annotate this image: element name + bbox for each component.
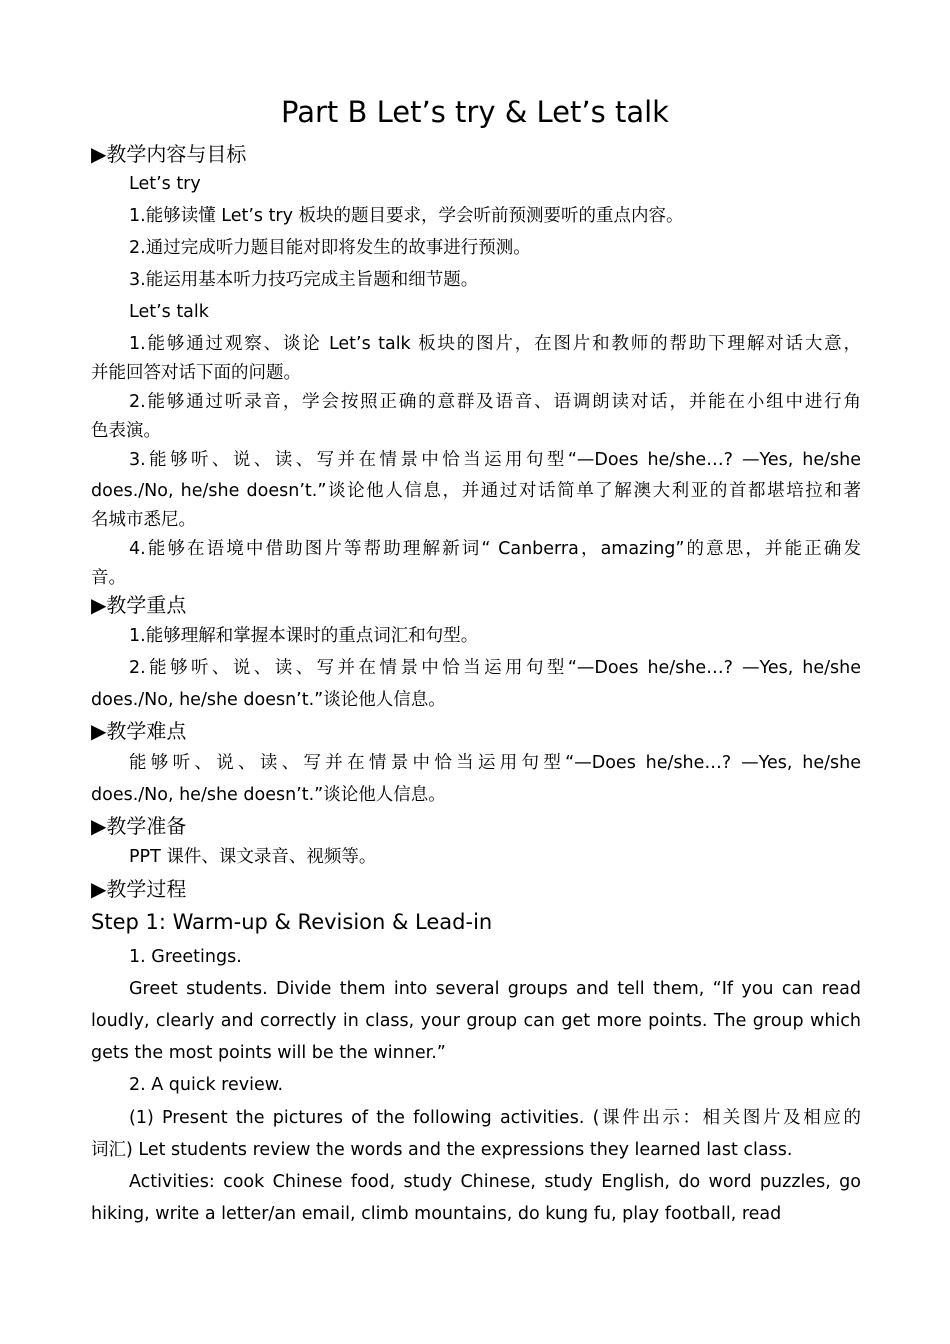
section-process-heading: ▶教学过程: [91, 877, 187, 901]
section-difficulties-heading: ▶教学难点: [91, 719, 187, 743]
lets-try-item: 3.能运用基本听力技巧完成主旨题和细节题。: [129, 270, 479, 290]
greetings-line: gets the most points will be the winner.”: [91, 1043, 446, 1063]
lets-talk-item-line: 色表演。: [91, 421, 161, 441]
difficulty-line: 能够听、说、读、写并在情景中恰当运用句型“—Does he/she…? —Yes, he/she: [129, 753, 861, 773]
step-1-title: Step 1: Warm-up & Revision & Lead-in: [91, 910, 493, 934]
key-point-line: 1.能够理解和掌握本课时的重点词汇和句型。: [129, 626, 479, 646]
review-label: 2. A quick review.: [129, 1075, 284, 1095]
difficulty-line: does./No, he/she doesn’t.”谈论他人信息。: [91, 785, 446, 805]
page-title: Part B Let’s try & Let’s talk: [281, 95, 669, 129]
greetings-line: loudly, clearly and correctly in class, your group can get more points. The group which: [91, 1011, 861, 1031]
lets-try-label: Let’s try: [129, 174, 201, 194]
key-point-line: 2.能够听、说、读、写并在情景中恰当运用句型“—Does he/she…? —Yes, he/she: [129, 658, 861, 678]
activities-line: Activities: cook Chinese food, study Chinese, study English, do word puzzles, go: [129, 1172, 861, 1192]
lets-talk-item-line: 3.能够听、说、读、写并在情景中恰当运用句型“—Does he/she…? —Yes, he/she: [129, 450, 861, 470]
lets-talk-item-line: 名城市悉尼。: [91, 510, 196, 530]
activities-line: hiking, write a letter/an email, climb mountains, do kung fu, play football, read: [91, 1204, 782, 1224]
lets-talk-item-line: 1.能够通过观察、谈论 Let’s talk 板块的图片，在图片和教师的帮助下理解对话大意，: [129, 334, 861, 354]
lets-talk-item-line: 4.能够在语境中借助图片等帮助理解新词“ Canberra，amazing”的意思，并能正确发: [129, 539, 861, 559]
greetings-line: Greet students. Divide them into several groups and tell them, “If you can read: [129, 979, 861, 999]
lets-talk-item-line: 2.能够通过听录音，学会按照正确的意群及语音、语调朗读对话，并能在小组中进行角: [129, 392, 861, 412]
review-line: (1) Present the pictures of the following activities. (课件出示：相关图片及相应的: [129, 1108, 861, 1128]
key-point-line: does./No, he/she doesn’t.”谈论他人信息。: [91, 690, 446, 710]
section-objectives-heading: ▶教学内容与目标: [91, 142, 247, 166]
section-key-points-heading: ▶教学重点: [91, 593, 187, 617]
lets-talk-item-line: 并能回答对话下面的问题。: [91, 363, 301, 383]
lets-talk-label: Let’s talk: [129, 302, 209, 322]
preparation-line: PPT 课件、课文录音、视频等。: [129, 847, 377, 867]
section-preparation-heading: ▶教学准备: [91, 814, 187, 838]
review-line: 词汇) Let students review the words and the expressions they learned last class.: [91, 1140, 793, 1160]
lets-try-item: 1.能够读懂 Let’s try 板块的题目要求，学会听前预测要听的重点内容。: [129, 206, 684, 226]
greetings-label: 1. Greetings.: [129, 947, 242, 967]
lets-talk-item-line: does./No, he/she doesn’t.”谈论他人信息，并通过对话简单了解澳大利亚的首都堪培拉和著: [91, 481, 861, 501]
lets-try-item: 2.通过完成听力题目能对即将发生的故事进行预测。: [129, 238, 531, 258]
lets-talk-item-line: 音。: [91, 568, 126, 588]
